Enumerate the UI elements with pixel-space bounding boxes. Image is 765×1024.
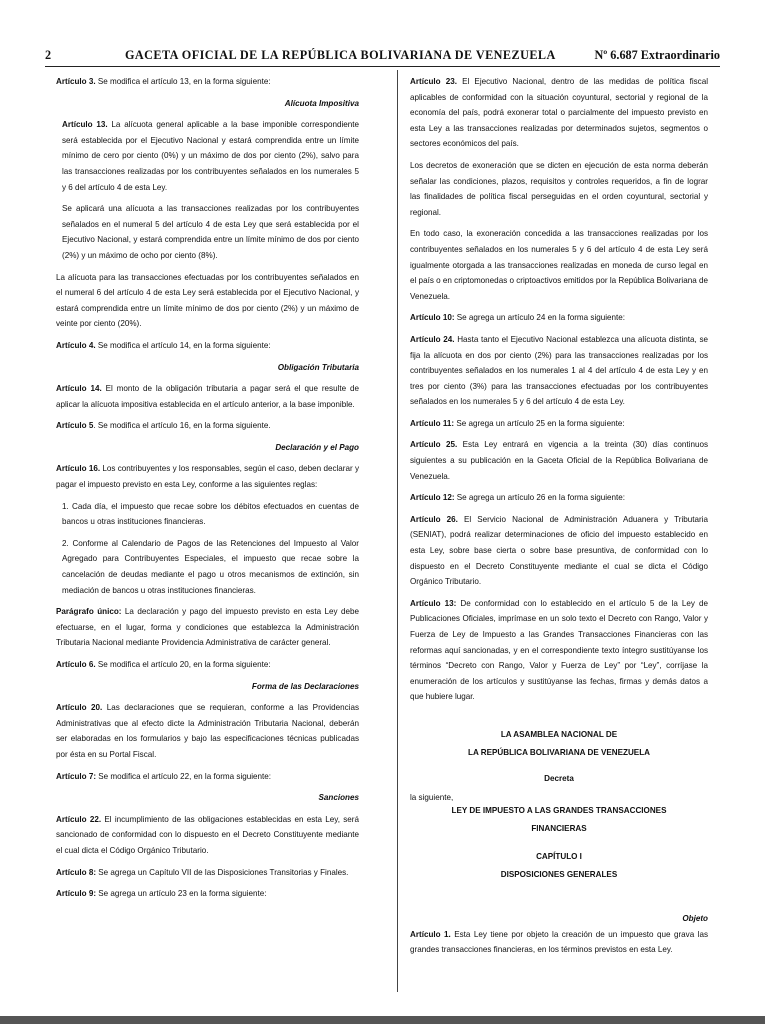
article-8: Artículo 8: Se agrega un Capítulo VII de las Disposiciones Transitorias y Finales.: [56, 867, 349, 877]
left-column: [56, 74, 359, 908]
article-label: Artículo 3.: [56, 77, 96, 86]
section-title-forma: Forma de las Declaraciones: [251, 681, 359, 691]
section-title-obligacion: Obligación Tributaria: [277, 362, 359, 372]
chapter-title: DISPOSICIONES GENERALES: [500, 869, 618, 879]
right-column: [410, 74, 708, 964]
article-label: Artículo 7:: [56, 771, 97, 781]
article-label: Artículo 26.: [410, 514, 458, 524]
asamblea-line-1: LA ASAMBLEA NACIONAL DE: [500, 729, 618, 739]
article-13-final: Artículo 13: De conformidad con lo establecido en el artículo 5 de la Ley de Publicaciones Oficiales, imprímase en un solo texto el Decreto con Rango, Valor y Fuerza de Ley de Impuesto a las Grandes Transacciones Financieras con las reformas aquí sancionadas, y en el correspondiente texto íntegro sustitúyanse los términos “Decreto con Rango, Valor y Fuerza de Ley” por “Ley”, corríjase la enumeración de los artículos y sustitúyanse las fechas, firmas y demás datos a que hubiere lugar.: [410, 598, 708, 702]
article-label: Artículo 6.: [56, 660, 96, 669]
paragraph-label: Parágrafo único:: [56, 607, 122, 617]
asamblea-line-2: LA REPÚBLICA BOLIVARIANA DE VENEZUELA: [468, 747, 650, 757]
header-rule: [45, 66, 720, 67]
article-label: Artículo 25.: [410, 440, 458, 450]
article-label: Artículo 16.: [56, 464, 101, 474]
article-label: Artículo 20.: [56, 703, 103, 713]
section-title-declaracion: Declaración y el Pago: [275, 442, 359, 452]
paragrafo-unico: Parágrafo único: La declaración y pago del impuesto previsto en esta Ley debe efectuarse, en el lugar, forma y condiciones que establezca la Administración Tributaria Nacional mediante Providencia Administrativa de carácter general.: [56, 607, 359, 648]
article-label: Artículo 11:: [410, 418, 455, 428]
la-siguiente: la siguiente,: [410, 792, 454, 802]
article-25: Artículo 25. Esta Ley entrará en vigencia a la treinta (30) días continuos siguientes a su publicación en la Gaceta Oficial de la República Bolivariana de Venezuela.: [410, 440, 708, 481]
article-label: Artículo 13.: [62, 120, 108, 130]
article-label: Artículo 14.: [56, 384, 102, 394]
article-14: Artículo 14. El monto de la obligación tributaria a pagar será el que resulte de aplicar la alícuota impositiva establecida en el artículo anterior, a la base imponible.: [56, 384, 359, 409]
article-12: Artículo 12: Se agrega un artículo 26 en la forma siguiente:: [410, 493, 626, 503]
article-label: Artículo 4.: [56, 340, 96, 350]
page-header: [45, 48, 720, 66]
bottom-bar: [0, 1016, 765, 1024]
article-label: Artículo 9:: [56, 889, 97, 899]
article-23-paragraph-3: En todo caso, la exoneración concedida a las transacciones realizadas por los contribuyentes señalados en los numerales 5 y 6 del artículo 4 de esta Ley será igualmente otorgada a las transacciones realizadas en moneda de curso legal en el país o en criptomonedas o criptoactivos emitidos por la República Bolivariana de Venezuela.: [410, 229, 708, 301]
gazette-title: GACETA OFICIAL DE LA REPÚBLICA BOLIVARIANA DE VENEZUELA: [125, 48, 556, 62]
article-26: Artículo 26. El Servicio Nacional de Administración Aduanera y Tributaria (SENIAT), podrá realizar determinaciones de oficio del impuesto establecido en esta Ley, sobre base cierta o sobre base presuntiva, de conformidad con lo dispuesto en el Decreto Constituyente mediante el cual se dicta el Código Orgánico Tributario.: [410, 514, 709, 587]
section-title-sanciones: Sanciones: [318, 793, 359, 803]
article-label: Artículo 24.: [410, 334, 455, 344]
article-3: Artículo 3. Se modifica el artículo 13, en la forma siguiente:: [56, 77, 271, 86]
article-16-item-2: 2. Conforme al Calendario de Pagos de las Retenciones del Impuesto al Valor Agregado para Contribuyentes Especiales, el impuesto que recae sobre la cancelación de deudas mediante el pago u otros mecanismos de extinción, sin mediación de bancos u otras instituciones financieras.: [62, 538, 359, 595]
article-9: Artículo 9: Se agrega un artículo 23 en la forma siguiente:: [56, 889, 267, 899]
article-5: Artículo 5. Se modifica el artículo 16, en la forma siguiente.: [56, 421, 271, 431]
article-label: Artículo 10:: [410, 313, 455, 323]
article-1: Artículo 1. Esta Ley tiene por objeto la creación de un impuesto que grava las grandes transacciones financieras, en los términos previstos en esta Ley.: [410, 929, 708, 955]
article-13: Artículo 13. La alícuota general aplicable a la base imponible correspondiente será establecida por el Ejecutivo Nacional y estará comprendida entre un límite mínimo de cero por ciento (0%) y un máximo de dos por ciento (2%), salvo para las transacciones realizadas por los contribuyentes señalados en los numerales 5 y 6 del artículo 4 de esta Ley.: [62, 120, 360, 192]
article-label: Artículo 23.: [410, 77, 457, 86]
article-16: Artículo 16. Los contribuyentes y los responsables, según el caso, deben declarar y pagar el impuesto previsto en esta Ley, conforme a las siguientes reglas:: [56, 464, 359, 490]
article-label: Artículo 22.: [56, 814, 102, 824]
section-title-objeto: Objeto: [682, 913, 708, 923]
article-7: Artículo 7: Se modifica el artículo 22, en la forma siguiente:: [56, 771, 272, 781]
chapter-number: CAPÍTULO I: [536, 851, 582, 861]
article-10: Artículo 10: Se agrega un artículo 24 en la forma siguiente:: [410, 313, 626, 323]
article-23-paragraph-2: Los decretos de exoneración que se dicten en ejecución de esta norma deberán señalar las condiciones, plazos, requisitos y controles requeridos, a fin de lograr las finalidades de política fiscal perseguidas en el orden coyuntural, sectorial y regional.: [410, 160, 708, 217]
section-title-alicuota: Alícuota Impositiva: [284, 98, 359, 108]
article-13-paragraph-3: La alícuota para las transacciones efectuadas por los contribuyentes señalados en el numeral 6 del artículo 4 de esta Ley será establecida por el Ejecutivo Nacional, y estará comprendida entre un límite mínimo de dos por ciento (2%) y un máximo de veinte por ciento (20%).: [56, 272, 359, 329]
column-divider: [397, 70, 398, 992]
law-title-line-1: LEY DE IMPUESTO A LAS GRANDES TRANSACCIONES: [451, 805, 667, 815]
article-label: Artículo 8:: [56, 867, 97, 877]
article-23: Artículo 23. El Ejecutivo Nacional, dentro de las medidas de política fiscal aplicables de conformidad con la situación coyuntural, sectorial y regional de la economía del país, podrá exonerar total o parcialmente del impuesto previsto en esta Ley a las transacciones realizadas por determinados sujetos, segmentos o sectores económicos del país.: [410, 77, 709, 149]
article-label: Artículo 12:: [410, 493, 455, 503]
issue-number: Nº 6.687 Extraordinario: [594, 48, 720, 62]
article-label: Artículo 5: [56, 421, 94, 431]
article-11: Artículo 11: Se agrega un artículo 25 en la forma siguiente:: [410, 418, 625, 428]
page-number: 2: [45, 48, 52, 62]
article-24: Artículo 24. Hasta tanto el Ejecutivo Nacional establezca una alícuota distinta, se fija la alícuota en dos por ciento (2%) para las transacciones realizadas por los contribuyentes señalados en los numerales 1 al 4 del artículo 4 de esta Ley y en tres por ciento (3%) para las transacciones efectuadas por los contribuyentes señalados en los numerales 5 y 6 del artículo 4 de esta Ley.: [410, 334, 709, 407]
article-13-paragraph-2: Se aplicará una alícuota a las transacciones realizadas por los contribuyentes señalados en el numeral 5 del artículo 4 de esta Ley que será establecida por el Ejecutivo Nacional, y estará comprendida entre un límite mínimo de dos por ciento (2%) y un máximo de ocho por ciento (8%).: [62, 204, 359, 260]
article-4: Artículo 4. Se modifica el artículo 14, en la forma siguiente:: [56, 340, 271, 350]
article-label: Artículo 13:: [410, 598, 457, 608]
law-title-line-2: FINANCIERAS: [531, 823, 587, 833]
decreta-heading: Decreta: [544, 773, 574, 783]
article-label: Artículo 1.: [410, 929, 451, 939]
article-20: Artículo 20. Las declaraciones que se requieran, conforme a las Providencias Administrativas que al efecto dicte la Administración Tributaria Nacional, deberán ser elaboradas en los formularios y bajo las especificaciones técnicas publicadas por ésta en su Portal Fiscal.: [56, 703, 360, 759]
article-16-item-1: 1. Cada día, el impuesto que recae sobre los débitos efectuados en cuentas de bancos u otras instituciones financieras.: [62, 501, 359, 527]
article-6: Artículo 6. Se modifica el artículo 20, en la forma siguiente:: [56, 660, 271, 669]
article-22: Artículo 22. El incumplimiento de las obligaciones establecidas en esta Ley, será sancionado de conformidad con lo dispuesto en el Decreto Constituyente mediante el cual dicta el Código Orgánico Tributario.: [56, 814, 359, 855]
